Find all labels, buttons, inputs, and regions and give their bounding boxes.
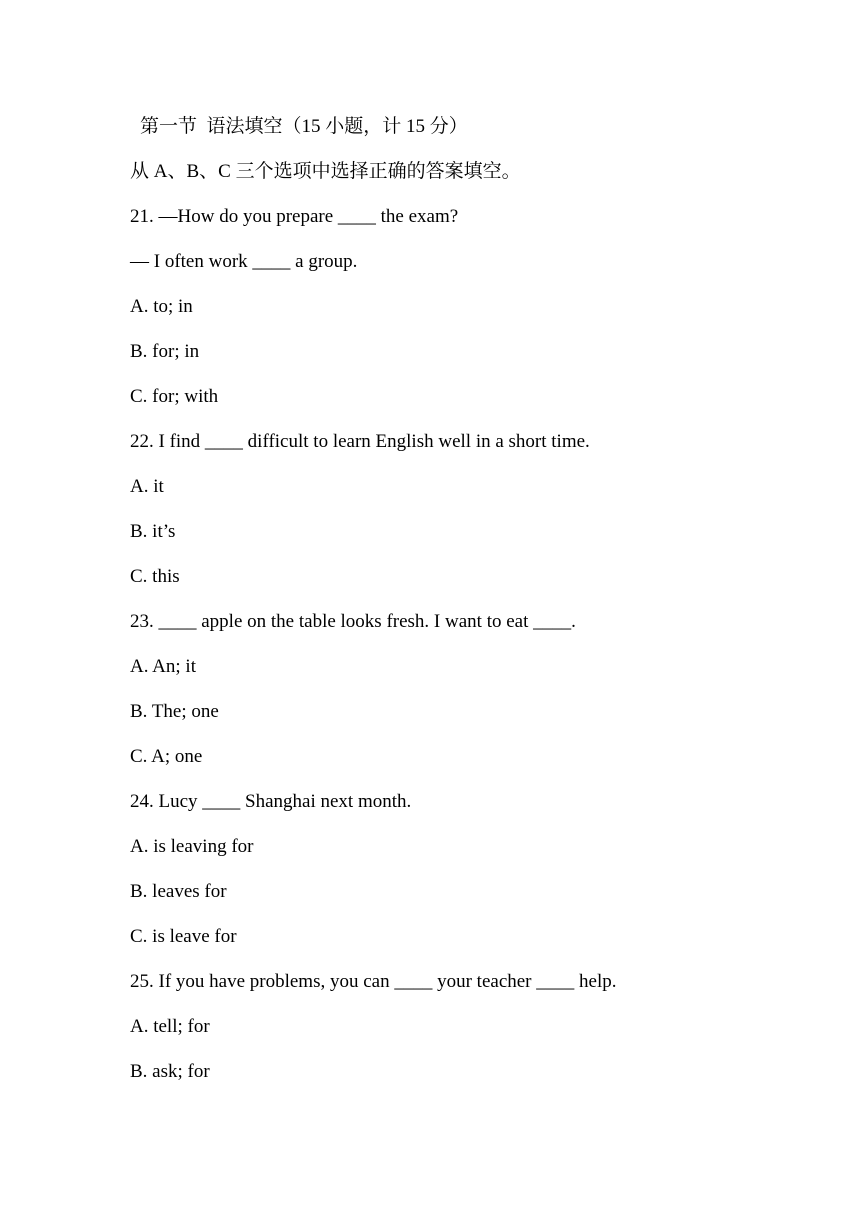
question-22-option-c: C. this [130, 566, 180, 587]
question-24-option-b: B. leaves for [130, 881, 227, 902]
question-25-option-b: B. ask; for [130, 1061, 210, 1082]
question-21-option-a: A. to; in [130, 296, 193, 317]
question-25-stem: 25. If you have problems, you can ____ your teacher ____ help. [130, 971, 617, 992]
question-21-response: — I often work ____ a group. [130, 251, 358, 272]
question-23-stem: 23. ____ apple on the table looks fresh. I want to eat ____. [130, 611, 576, 632]
question-22-option-b: B. it’s [130, 521, 176, 542]
question-25-option-a: A. tell; for [130, 1016, 210, 1037]
section-title: 第一节 语法填空（15 小题，计 15 分） [140, 116, 468, 137]
question-22-stem: 22. I find ____ difficult to learn English well in a short time. [130, 431, 590, 452]
question-24-option-c: C. is leave for [130, 926, 237, 947]
question-24-option-a: A. is leaving for [130, 836, 254, 857]
instruction: 从 A、B、C 三个选项中选择正确的答案填空。 [130, 161, 521, 182]
question-21-option-c: C. for; with [130, 386, 219, 407]
question-21-stem: 21. —How do you prepare ____ the exam? [130, 206, 459, 227]
question-22-option-a: A. it [130, 476, 164, 497]
question-23-option-c: C. A; one [130, 746, 203, 767]
question-21-option-b: B. for; in [130, 341, 200, 362]
question-23-option-a: A. An; it [130, 656, 196, 677]
question-23-option-b: B. The; one [130, 701, 219, 722]
question-24-stem: 24. Lucy ____ Shanghai next month. [130, 791, 412, 812]
